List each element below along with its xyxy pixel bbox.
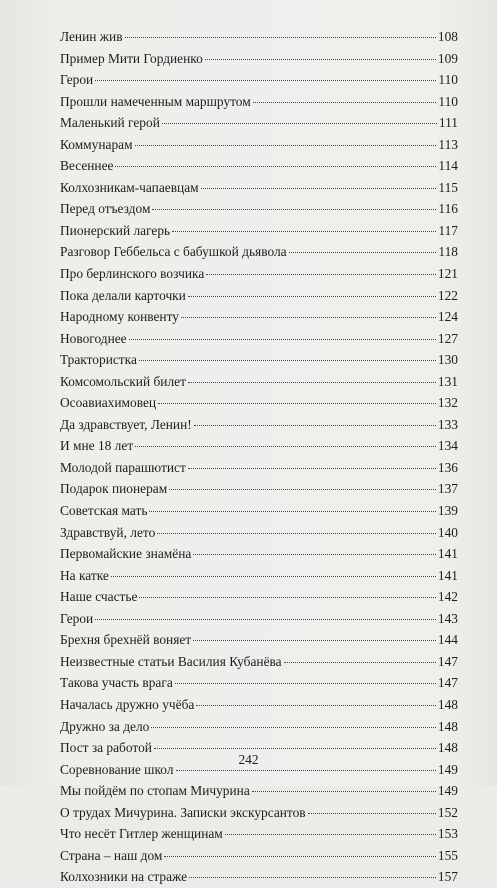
toc-entry-page: 153: [437, 826, 458, 842]
toc-entry-page: 132: [437, 395, 458, 411]
page-number: 242: [238, 752, 259, 767]
toc-entry-page: 148: [437, 740, 458, 756]
dot-leader: [129, 339, 436, 340]
toc-entry-page: 144: [437, 632, 458, 648]
toc-entry-title: Колхозники на страже: [60, 869, 188, 885]
toc-entry-title: Соревнование школ: [60, 761, 174, 777]
toc-entry-page: 149: [437, 783, 458, 799]
toc-entry-title: Подарок пионерам: [60, 481, 168, 497]
toc-entry-page: 139: [437, 503, 458, 519]
toc-entry-title: И мне 18 лет: [60, 438, 134, 454]
toc-entry-title: Молодой парашютист: [60, 459, 186, 475]
dot-leader: [206, 274, 436, 275]
toc-entry-page: 136: [437, 459, 458, 475]
toc-entry-page: 108: [437, 29, 458, 44]
toc-entry-title: Да здравствует, Ленин!: [60, 416, 192, 432]
dot-leader: [196, 705, 436, 706]
dot-leader: [111, 576, 436, 577]
toc-entry: [60, 866, 458, 888]
toc-entry: [60, 26, 458, 48]
toc-entry-page: 114: [438, 158, 458, 174]
toc-entry-title: Герои: [60, 72, 94, 88]
toc-entry: [60, 629, 458, 651]
toc-entry-title: Новогоднее: [60, 330, 127, 346]
toc-entry: [60, 112, 458, 134]
toc-entry-title: Перед отъездом: [60, 201, 151, 217]
dot-leader: [289, 252, 437, 253]
toc-entry-title: Пионерский лагерь: [60, 222, 171, 238]
toc-entry-page: 110: [438, 93, 458, 109]
toc-entry-title: На катке: [60, 567, 109, 583]
toc-entry-title: Советская мать: [60, 503, 148, 519]
toc-entry-title: Первомайские знамёна: [60, 546, 192, 562]
toc-entry: [60, 586, 458, 608]
toc-entry-title: Пока делали карточки: [60, 287, 186, 303]
toc-entry-page: 152: [437, 804, 458, 820]
toc-entry-title: Комсомольский билет: [60, 373, 186, 389]
dot-leader: [158, 403, 436, 404]
dot-leader: [125, 37, 436, 38]
dot-leader: [189, 877, 436, 878]
toc-entry-title: Осоавиахимовец: [60, 395, 157, 411]
dot-leader: [201, 188, 437, 189]
toc-entry-title: Народному конвенту: [60, 309, 179, 325]
dot-leader: [162, 123, 437, 124]
toc-entry-title: Пост за работой: [60, 740, 152, 756]
toc-entry-title: Про берлинского возчика: [60, 266, 205, 282]
toc-entry: [60, 371, 458, 393]
toc-entry: [60, 349, 458, 371]
toc-entry: [60, 651, 458, 673]
toc-entry-page: 109: [437, 50, 458, 66]
toc-entry-title: Брехня брехнёй воняет: [60, 632, 192, 648]
toc-entry: [60, 134, 458, 156]
toc-entry: [60, 802, 458, 824]
toc-entry: [60, 845, 458, 867]
toc-entry-title: Страна – наш дом: [60, 847, 163, 863]
toc-entry-title: Что несёт Гитлер женщинам: [60, 826, 223, 842]
toc-entry-title: Дружно за дело: [60, 718, 150, 734]
dot-leader: [169, 489, 436, 490]
dot-leader: [115, 166, 436, 167]
toc-entry: [60, 285, 458, 307]
toc-entry-page: 140: [437, 524, 458, 540]
toc-entry-page: 141: [437, 546, 458, 562]
toc-entry: [60, 478, 458, 500]
toc-entry: [60, 392, 458, 414]
toc-entry: [60, 672, 458, 694]
dot-leader: [188, 296, 436, 297]
toc-entry-page: 116: [438, 201, 458, 217]
dot-leader: [151, 727, 436, 728]
toc-entry: [60, 177, 458, 199]
dot-leader: [253, 102, 437, 103]
toc-entry-page: 113: [438, 136, 458, 152]
toc-entry: [60, 48, 458, 70]
toc-entry-title: Наше счастье: [60, 589, 138, 605]
dot-leader: [308, 813, 436, 814]
toc-entry-title: Здравствуй, лето: [60, 524, 156, 540]
toc-entry-page: 122: [437, 287, 458, 303]
toc-entry: [60, 241, 458, 263]
dot-leader: [135, 145, 437, 146]
toc-entry-page: 118: [438, 244, 458, 260]
dot-leader: [135, 446, 436, 447]
dot-leader: [95, 80, 436, 81]
toc-entry: [60, 780, 458, 802]
toc-entry-page: 137: [437, 481, 458, 497]
dot-leader: [149, 511, 435, 512]
dot-leader: [193, 640, 436, 641]
toc-entry: [60, 306, 458, 328]
toc-entry-page: 133: [437, 416, 458, 432]
toc-entry-title: Герои: [60, 610, 94, 626]
toc-entry-page: 131: [437, 373, 458, 389]
dot-leader: [157, 533, 436, 534]
toc-entry: [60, 694, 458, 716]
dot-leader: [188, 468, 436, 469]
toc-entry-title: Прошли намеченным маршрутом: [60, 93, 251, 109]
toc-entry-page: 147: [437, 653, 458, 669]
toc-entry-title: О трудах Мичурина. Записки экскурсантов: [60, 804, 306, 820]
toc-entry: [60, 69, 458, 91]
toc-entry-page: 134: [437, 438, 458, 454]
toc-entry-title: Весеннее: [60, 158, 114, 174]
toc-entry-page: 143: [437, 610, 458, 626]
toc-entry-page: 155: [437, 847, 458, 863]
toc-entry-page: 127: [437, 330, 458, 346]
toc-entry-title: Началась дружно учёба: [60, 696, 195, 712]
toc-entry-page: 110: [438, 72, 458, 88]
dot-leader: [193, 554, 436, 555]
dot-leader: [139, 597, 435, 598]
toc-entry: [60, 500, 458, 522]
toc-entry: [60, 91, 458, 113]
toc-entry: [60, 263, 458, 285]
toc-entry-title: Пример Мити Гордиенко: [60, 50, 203, 66]
dot-leader: [188, 382, 436, 383]
dot-leader: [154, 748, 436, 749]
toc-entry-page: 115: [438, 179, 458, 195]
dot-leader: [205, 59, 436, 60]
toc-entry: [60, 716, 458, 738]
toc-entry-page: 124: [437, 309, 458, 325]
toc-entry-page: 148: [437, 696, 458, 712]
toc-entry: [60, 155, 458, 177]
toc-entry-page: 117: [438, 222, 458, 238]
toc-entry-page: 157: [437, 869, 458, 885]
dot-leader: [172, 231, 436, 232]
toc-entry: [60, 414, 458, 436]
toc-entry: [60, 457, 458, 479]
toc-entry-page: 149: [437, 761, 458, 777]
toc-entry-title: Маленький герой: [60, 115, 160, 131]
toc-entry-page: 111: [438, 115, 458, 131]
dot-leader: [139, 360, 436, 361]
toc-entry: [60, 543, 458, 565]
toc-entry-title: Такова участь врага: [60, 675, 173, 691]
toc-entry: [60, 328, 458, 350]
dot-leader: [252, 791, 436, 792]
toc-entry-page: 147: [437, 675, 458, 691]
dot-leader: [194, 425, 436, 426]
toc-entry-title: Трактористка: [60, 352, 137, 368]
dot-leader: [176, 770, 436, 771]
toc-entry: [60, 608, 458, 630]
dot-leader: [164, 856, 436, 857]
toc-entry-page: 121: [437, 266, 458, 282]
toc-entry-title: Колхозникам-чапаевцам: [60, 179, 199, 195]
dot-leader: [152, 209, 436, 210]
dot-leader: [175, 683, 436, 684]
toc-entry-page: 148: [437, 718, 458, 734]
toc-entry: [60, 435, 458, 457]
toc-entry: [60, 522, 458, 544]
toc-entry-title: Неизвестные статьи Василия Кубанёва: [60, 653, 282, 669]
dot-leader: [284, 662, 436, 663]
toc-entry: [60, 198, 458, 220]
toc-entry-title: Разговор Геббельса с бабушкой дьявола: [60, 244, 287, 260]
toc-entry: [60, 220, 458, 242]
dot-leader: [181, 317, 436, 318]
toc-entry-page: 130: [437, 352, 458, 368]
toc-entry-title: Ленин жив: [60, 29, 123, 44]
dot-leader: [225, 834, 436, 835]
toc-entry-page: 141: [437, 567, 458, 583]
toc-entry: [60, 565, 458, 587]
dot-leader: [95, 619, 436, 620]
toc-entry-page: 142: [437, 589, 458, 605]
toc-entry: [60, 823, 458, 845]
toc-entry-title: Коммунарам: [60, 136, 133, 152]
toc-entry-title: Мы пойдём по стопам Мичурина: [60, 783, 250, 799]
